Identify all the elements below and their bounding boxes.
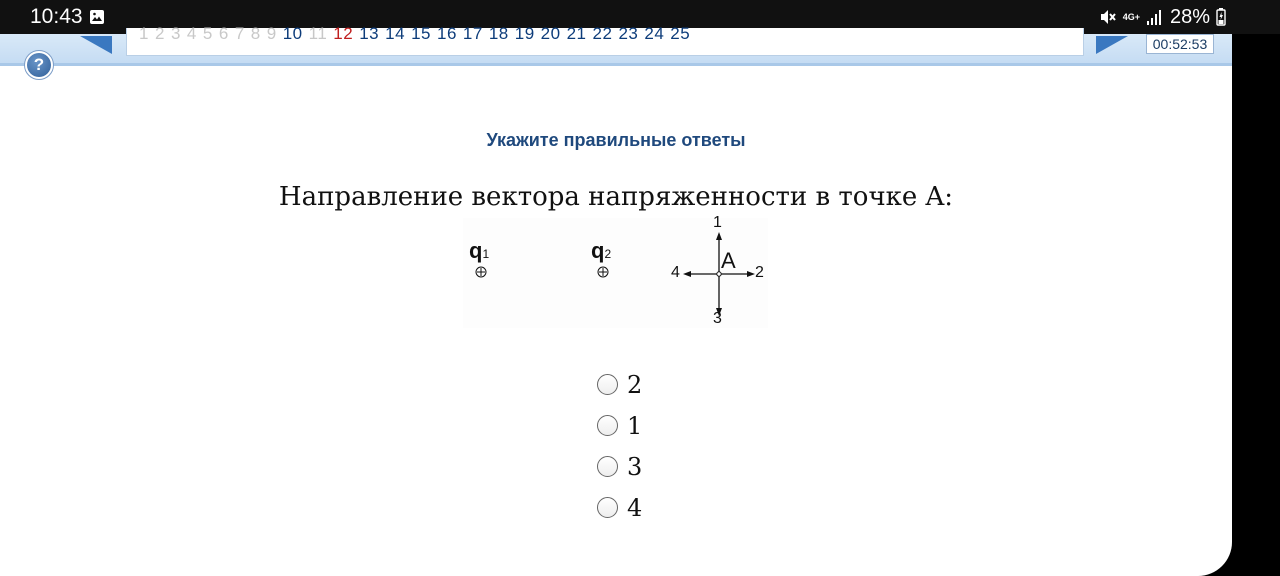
status-time: 10:43 [30,5,83,28]
answer-option[interactable] [597,364,642,405]
battery-percentage: 28% [1169,5,1210,28]
charge-q2-label: q2 [591,238,612,263]
signal-icon [1146,9,1164,25]
question-text: Направление вектора напряженности в точке A: [278,182,954,212]
charge-q2-icon [597,266,609,278]
answer-option-label: 3 [627,452,643,481]
question-number-link[interactable]: 8 [250,24,261,43]
help-button[interactable] [24,50,54,80]
question-number-link[interactable]: 4 [186,24,197,43]
status-icons [1099,5,1226,29]
question-number-link[interactable]: 9 [266,24,277,43]
help-icon: ? [27,53,51,77]
app-screen [0,24,1232,576]
charge-q1-icon [475,266,487,278]
answer-option-label: 4 [627,493,643,522]
answer-option-label: 2 [627,370,643,399]
next-arrow-icon[interactable] [1094,34,1130,56]
direction-1-label: 1 [713,214,722,231]
answer-option[interactable] [597,446,642,487]
question-number-link[interactable]: 21 [566,24,587,43]
direction-3-label: 3 [713,310,722,327]
question-number-link[interactable]: 6 [218,24,229,43]
radio-button[interactable] [597,497,618,518]
previous-arrow-icon[interactable] [78,34,114,56]
question-number-link[interactable]: 22 [592,24,613,43]
direction-arrows-icon [673,226,759,322]
charge-q1-label: q1 [469,238,490,263]
answer-option[interactable] [597,487,642,528]
question-number-link[interactable]: 5 [202,24,213,43]
question-number-link[interactable]: 16 [436,24,457,43]
timer: 00:52:53 [1146,34,1214,54]
question-number-link[interactable]: 15 [411,24,431,43]
radio-button[interactable] [597,415,618,436]
direction-4-label: 4 [671,264,680,281]
answer-option-label: 1 [627,411,643,440]
mute-icon [1099,8,1117,26]
question-navigation [0,24,1232,66]
question-numbers [139,24,696,44]
question-number-link[interactable]: 2 [154,24,165,43]
question-number-link[interactable]: 20 [540,24,561,43]
question-number-link[interactable]: 24 [644,24,665,43]
question-number-link[interactable]: 13 [359,24,380,43]
battery-icon [1216,8,1226,26]
question-number-link[interactable]: 7 [234,24,245,43]
question-number-link[interactable]: 18 [488,24,509,43]
question-number-link[interactable]: 10 [282,24,303,43]
instruction-text: Укажите правильные ответы [486,130,746,150]
question-numbers-box [126,24,1084,56]
question-number-link[interactable]: 17 [462,24,483,43]
network-4g-icon: 4G+ [1122,12,1140,22]
radio-button[interactable] [597,456,618,477]
question-number-link[interactable]: 12 [333,24,354,43]
question-number-link[interactable]: 1 [139,24,149,43]
question-number-link[interactable]: 3 [170,24,181,43]
question-figure [463,214,768,328]
question-number-link[interactable]: 11 [308,24,328,43]
question-number-link[interactable]: 19 [514,24,535,43]
direction-2-label: 2 [755,264,764,281]
image-icon [89,9,105,25]
radio-button[interactable] [597,374,618,395]
question-number-link[interactable]: 14 [385,24,406,43]
point-a-label: A [721,248,736,273]
question-number-link[interactable]: 23 [618,24,639,43]
question-number-link[interactable]: 25 [670,24,691,43]
answer-option[interactable] [597,405,642,446]
answer-options [597,364,642,528]
